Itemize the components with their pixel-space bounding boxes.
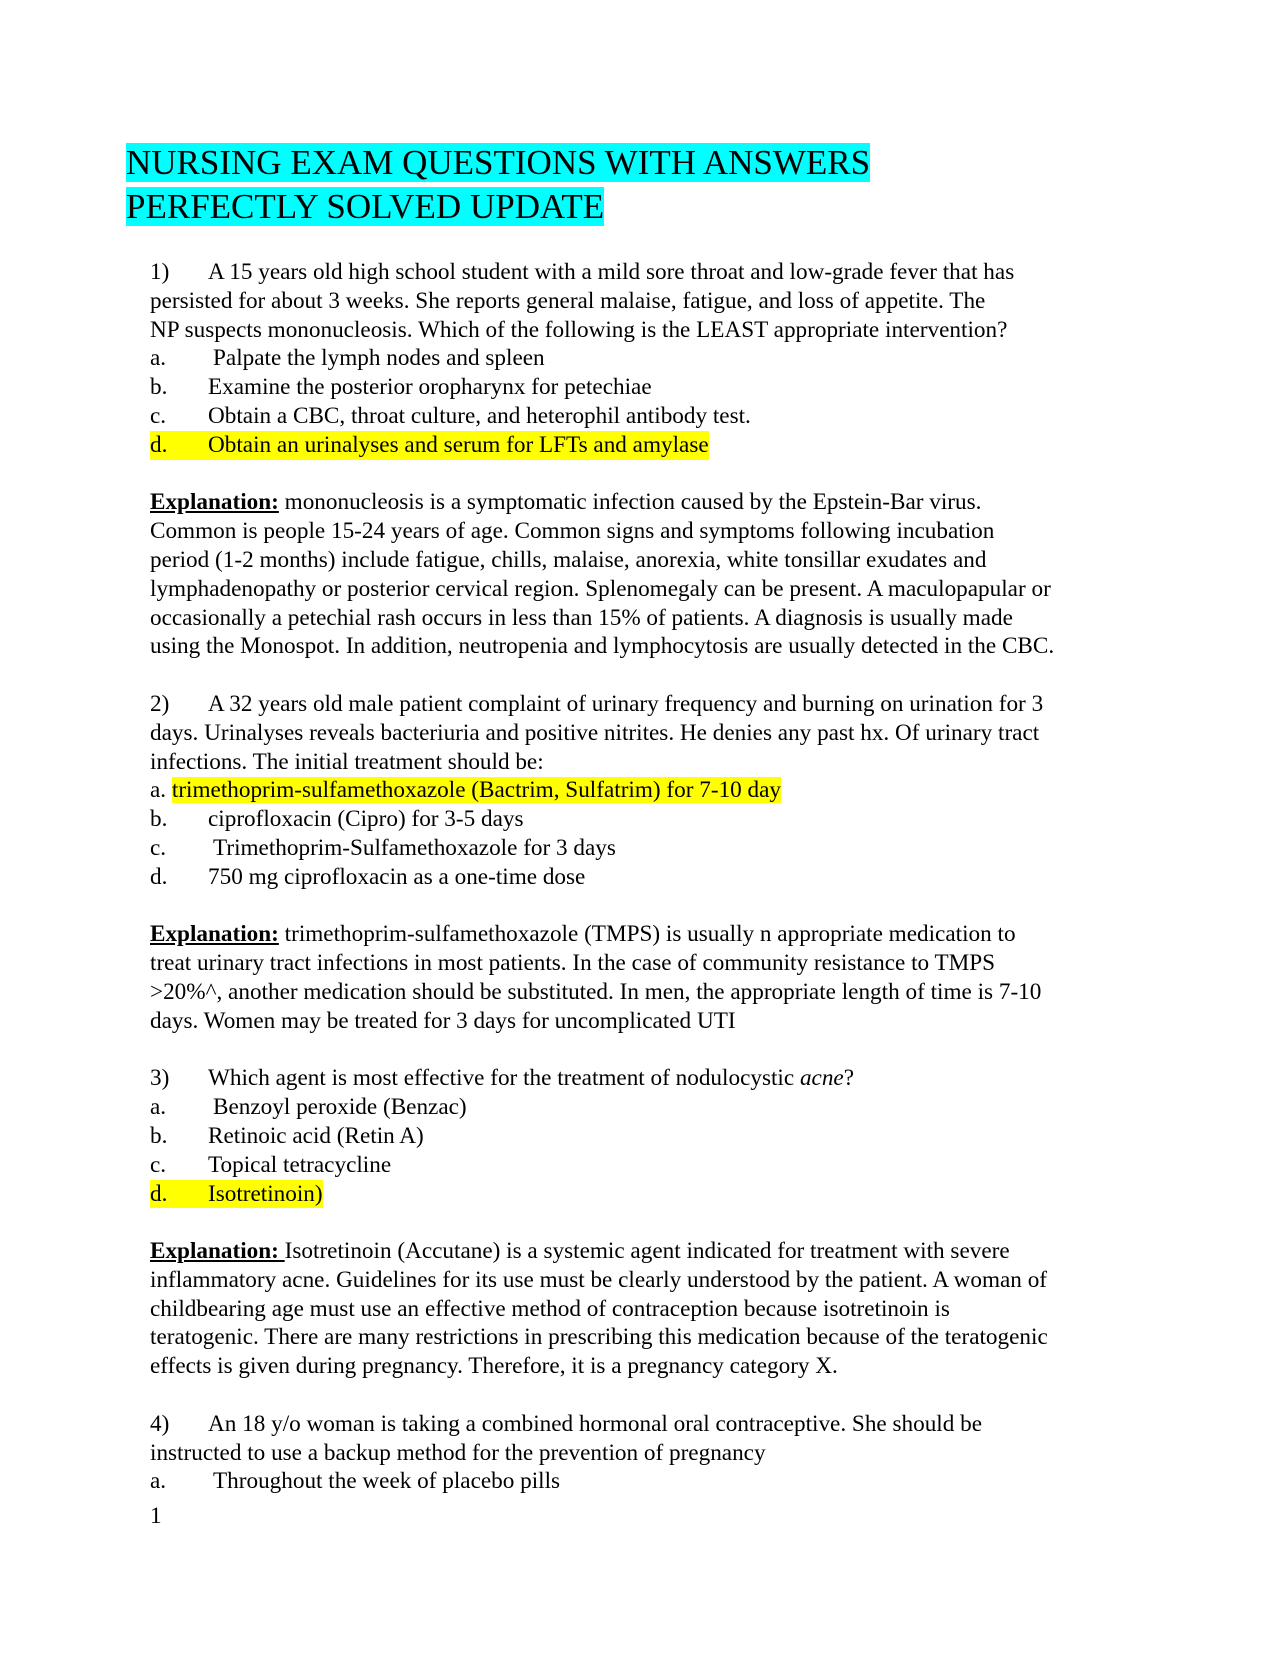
question-number: 3) (150, 1065, 170, 1092)
title-line-2: PERFECTLY SOLVED UPDATE (126, 187, 605, 226)
option-text: Benzoyl peroxide (Benzac) (213, 1094, 467, 1121)
question-number: 4) (150, 1410, 170, 1437)
explanation-line: occasionally a petechial rash occurs in less than 15% of patients. A diagnosis is usually made (150, 604, 1013, 631)
option-text: Topical tetracycline (208, 1151, 392, 1178)
option-text: trimethoprim-sulfamethoxazole (Bactrim, Sulfatrim) for 7-10 day (171, 777, 782, 804)
option-text: Isotretinoin) (208, 1180, 323, 1207)
explanation-line: teratogenic. There are many restrictions in prescribing this medication because of the teratogenic (150, 1324, 1048, 1351)
question-1 (150, 258, 1150, 690)
option-d (150, 863, 1150, 892)
option-letter: d. (150, 1180, 168, 1207)
option-letter: c. (150, 1151, 167, 1178)
document-body (150, 258, 1150, 1496)
option-letter: b. (150, 374, 168, 401)
explanation-text: mononucleosis is a symptomatic infection caused by the Epstein-Bar virus. (278, 489, 982, 516)
question-2 (150, 690, 1150, 1064)
question-stem-line (150, 690, 1150, 719)
option-letter: c. (150, 834, 167, 861)
option-text: Obtain a CBC, throat culture, and heterophil antibody test. (208, 402, 751, 429)
question-4 (150, 1410, 1150, 1496)
explanation-line: period (1-2 months) include fatigue, chills, malaise, anorexia, white tonsillar exudates and (150, 546, 987, 573)
option-letter: d. (150, 431, 168, 458)
question-text-emphasis: acne (799, 1065, 844, 1092)
document-title (126, 141, 1126, 229)
question-3 (150, 1064, 1150, 1410)
question-stem-line (150, 1064, 1150, 1093)
explanation-line: childbearing age must use an effective method of contraception because isotretinoin is (150, 1295, 950, 1322)
question-stem-line: NP suspects mononucleosis. Which of the following is the LEAST appropriate intervention? (150, 316, 1008, 343)
explanation-text: trimethoprim-sulfamethoxazole (TMPS) is usually n appropriate medication to (278, 921, 1016, 948)
option-a-answer (150, 776, 1150, 805)
option-text: Palpate the lymph nodes and spleen (213, 345, 545, 372)
option-letter: b. (150, 806, 168, 833)
option-letter: a. (150, 777, 167, 804)
option-text: ciprofloxacin (Cipro) for 3-5 days (208, 806, 524, 833)
explanation-line: inflammatory acne. Guidelines for its use must be clearly understood by the patient. A woman of (150, 1266, 1048, 1293)
explanation-line (150, 488, 1150, 517)
explanation-line: lymphadenopathy or posterior cervical region. Splenomegaly can be present. A maculopapular or (150, 575, 1051, 602)
option-text: Obtain an urinalyses and serum for LFTs and amylase (208, 431, 709, 458)
option-b (150, 1122, 1150, 1151)
option-text: Throughout the week of placebo pills (213, 1468, 561, 1495)
option-b (150, 805, 1150, 834)
option-d-answer (150, 1180, 1150, 1209)
option-letter: a. (150, 1468, 167, 1495)
option-a (150, 1467, 1150, 1496)
option-text: 750 mg ciprofloxacin as a one-time dose (208, 863, 586, 890)
question-stem-line: infections. The initial treatment should be: (150, 748, 544, 775)
option-c (150, 402, 1150, 431)
option-b (150, 373, 1150, 402)
option-a (150, 1093, 1150, 1122)
title-line-1: NURSING EXAM QUESTIONS WITH ANSWERS (126, 143, 871, 182)
question-number: 1) (150, 259, 170, 285)
explanation-line: Common is people 15-24 years of age. Common signs and symptoms following incubation (150, 518, 995, 545)
question-stem-line: days. Urinalyses reveals bacteriuria and positive nitrites. He denies any past hx. Of urinary tract (150, 719, 1040, 746)
explanation-line: >20%^, another medication should be substituted. In men, the appropriate length of time is 7-10 (150, 978, 1042, 1005)
question-text: A 32 years old male patient complaint of urinary frequency and burning on urination for 3 (208, 690, 1044, 717)
question-stem-line: persisted for about 3 weeks. She reports general malaise, fatigue, and loss of appetite. The (150, 287, 986, 314)
option-text: Examine the posterior oropharynx for petechiae (208, 374, 652, 401)
option-a (150, 344, 1150, 373)
question-text: An 18 y/o woman is taking a combined hormonal oral contraceptive. She should be (208, 1410, 983, 1437)
question-stem-line (150, 1410, 1150, 1439)
explanation-line (150, 1237, 1150, 1266)
option-letter: d. (150, 863, 168, 890)
question-text: A 15 years old high school student with a mild sore throat and low-grade fever that has (208, 259, 1015, 285)
explanation-text: Isotretinoin (Accutane) is a systemic agent indicated for treatment with severe (284, 1238, 1010, 1265)
option-letter: b. (150, 1122, 168, 1149)
explanation-line: using the Monospot. In addition, neutropenia and lymphocytosis are usually detected in the CBC. (150, 633, 1055, 660)
question-text: Which agent is most effective for the treatment of nodulocystic (208, 1065, 800, 1092)
question-stem-line (150, 258, 1150, 287)
option-letter: a. (150, 1094, 167, 1121)
option-c (150, 834, 1150, 863)
option-letter: c. (150, 402, 167, 429)
explanation-label: Explanation: (150, 489, 279, 516)
explanation-line: days. Women may be treated for 3 days for uncomplicated UTI (150, 1007, 736, 1034)
option-text: Trimethoprim-Sulfamethoxazole for 3 days (213, 834, 616, 861)
explanation-label: Explanation: (150, 921, 279, 948)
option-letter: a. (150, 345, 167, 372)
explanation-line: effects is given during pregnancy. Therefore, it is a pregnancy category X. (150, 1353, 838, 1380)
question-text-end: ? (843, 1065, 855, 1092)
explanation-line: treat urinary tract infections in most patients. In the case of community resistance to TMPS (150, 950, 996, 977)
question-number: 2) (150, 690, 170, 717)
explanation-label: Explanation: (150, 1238, 285, 1265)
explanation-line (150, 920, 1150, 949)
question-stem-line: instructed to use a backup method for the prevention of pregnancy (150, 1439, 766, 1466)
option-d-answer (150, 431, 1150, 460)
option-text: Retinoic acid (Retin A) (208, 1122, 424, 1149)
page-number: 1 (150, 1503, 162, 1529)
option-c (150, 1151, 1150, 1180)
